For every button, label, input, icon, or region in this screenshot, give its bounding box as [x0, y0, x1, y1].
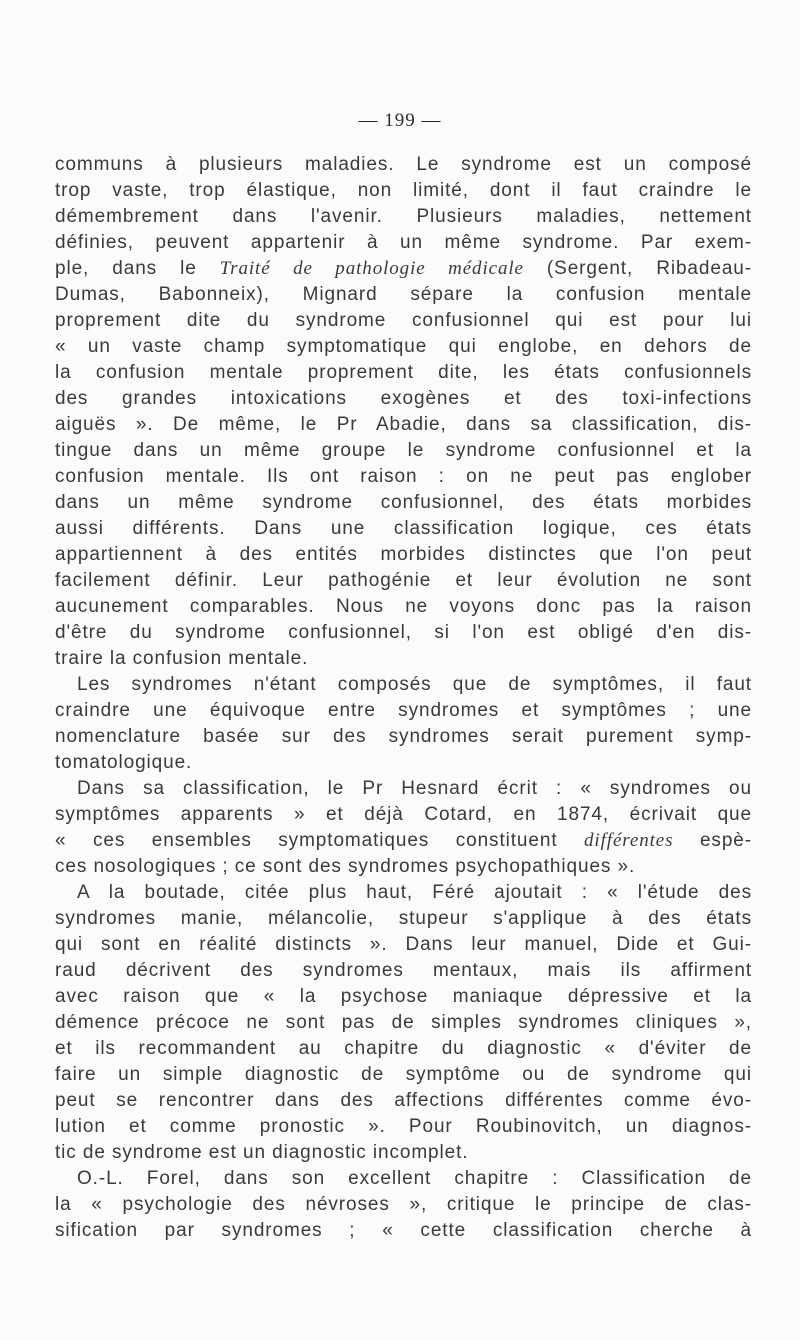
text-line: appartiennent à des entités morbides distinctes que l'on peut — [55, 544, 752, 565]
text-line: craindre une équivoque entre syndromes et symptômes ; une — [55, 700, 752, 721]
text-line: tingue dans un même groupe le syndrome confusionnel et la — [55, 440, 752, 461]
text-line: aucunement comparables. Nous ne voyons donc pas la raison — [55, 596, 752, 617]
text-line: Dumas, Babonneix), Mignard sépare la confusion mentale — [55, 284, 752, 305]
text-line: d'être du syndrome confusionnel, si l'on est obligé d'en dis- — [55, 622, 752, 643]
paragraph — [55, 152, 752, 672]
text-line: démembrement dans l'avenir. Plusieurs maladies, nettement — [55, 206, 752, 227]
text-line: « ces ensembles symptomatiques constituent différentes espè- — [55, 830, 752, 851]
text-line: Dans sa classification, le Pr Hesnard écrit : « syndromes ou — [77, 778, 752, 799]
italic-title: différentes — [584, 830, 674, 851]
text-line: démence précoce ne sont pas de simples syndromes cliniques », — [55, 1012, 752, 1033]
text-line: et ils recommandent au chapitre du diagnostic « d'éviter de — [55, 1038, 752, 1059]
text-line: lution et comme pronostic ». Pour Roubinovitch, un diagnos- — [55, 1116, 752, 1137]
text-line: qui sont en réalité distincts ». Dans leur manuel, Dide et Gui- — [55, 934, 752, 955]
text-line: confusion mentale. Ils ont raison : on ne peut pas englober — [55, 466, 752, 487]
text-line: symptômes apparents » et déjà Cotard, en 1874, écrivait que — [55, 804, 752, 825]
text-line: Les syndromes n'étant composés que de symptômes, il faut — [77, 674, 752, 695]
text-line: ple, dans le Traité de pathologie médicale (Sergent, Ribadeau- — [55, 258, 752, 279]
paragraph — [55, 672, 752, 776]
paragraph — [55, 776, 752, 880]
text-line: faire un simple diagnostic de symptôme ou de syndrome qui — [55, 1064, 752, 1085]
text-line: trop vaste, trop élastique, non limité, dont il faut craindre le — [55, 180, 752, 201]
page-number: — 199 — — [358, 110, 442, 131]
text-line: peut se rencontrer dans des affections différentes comme évo- — [55, 1090, 752, 1111]
text-line: sification par syndromes ; « cette classification cherche à — [55, 1220, 752, 1241]
text-line: la confusion mentale proprement dite, les états confusionnels — [55, 362, 752, 383]
text-line: O.-L. Forel, dans son excellent chapitre : Classification de — [77, 1168, 752, 1189]
paragraph — [55, 1166, 752, 1244]
text-line: des grandes intoxications exogènes et des toxi-infections — [55, 388, 752, 409]
text-line: aiguës ». De même, le Pr Abadie, dans sa classification, dis- — [55, 414, 752, 435]
text-line: « un vaste champ symptomatique qui englobe, en dehors de — [55, 336, 752, 357]
text-line: tic de syndrome est un diagnostic incomplet. — [55, 1142, 469, 1163]
text-line: facilement définir. Leur pathogénie et leur évolution ne sont — [55, 570, 752, 591]
text-line: dans un même syndrome confusionnel, des états morbides — [55, 492, 752, 513]
text-line: avec raison que « la psychose maniaque dépressive et la — [55, 986, 752, 1007]
italic-title: Traité de pathologie médicale — [219, 258, 524, 279]
text-line: tomatologique. — [55, 752, 193, 773]
text-line: définies, peuvent appartenir à un même syndrome. Par exem- — [55, 232, 752, 253]
text-line: traire la confusion mentale. — [55, 648, 309, 669]
text-line: A la boutade, citée plus haut, Féré ajoutait : « l'étude des — [77, 882, 752, 903]
text-line: ces nosologiques ; ce sont des syndromes psychopathiques ». — [55, 856, 636, 877]
text-line: communs à plusieurs maladies. Le syndrome est un composé — [55, 154, 752, 175]
text-line: proprement dite du syndrome confusionnel qui est pour lui — [55, 310, 752, 331]
text-line: syndromes manie, mélancolie, stupeur s'applique à des états — [55, 908, 752, 929]
text-line: aussi différents. Dans une classification logique, ces états — [55, 518, 752, 539]
body-text — [55, 152, 752, 1244]
text-line: raud décrivent des syndromes mentaux, mais ils affirment — [55, 960, 752, 981]
paragraph — [55, 880, 752, 1166]
text-line: nomenclature basée sur des syndromes serait purement symp- — [55, 726, 752, 747]
text-line: la « psychologie des névroses », critique le principe de clas- — [55, 1194, 752, 1215]
